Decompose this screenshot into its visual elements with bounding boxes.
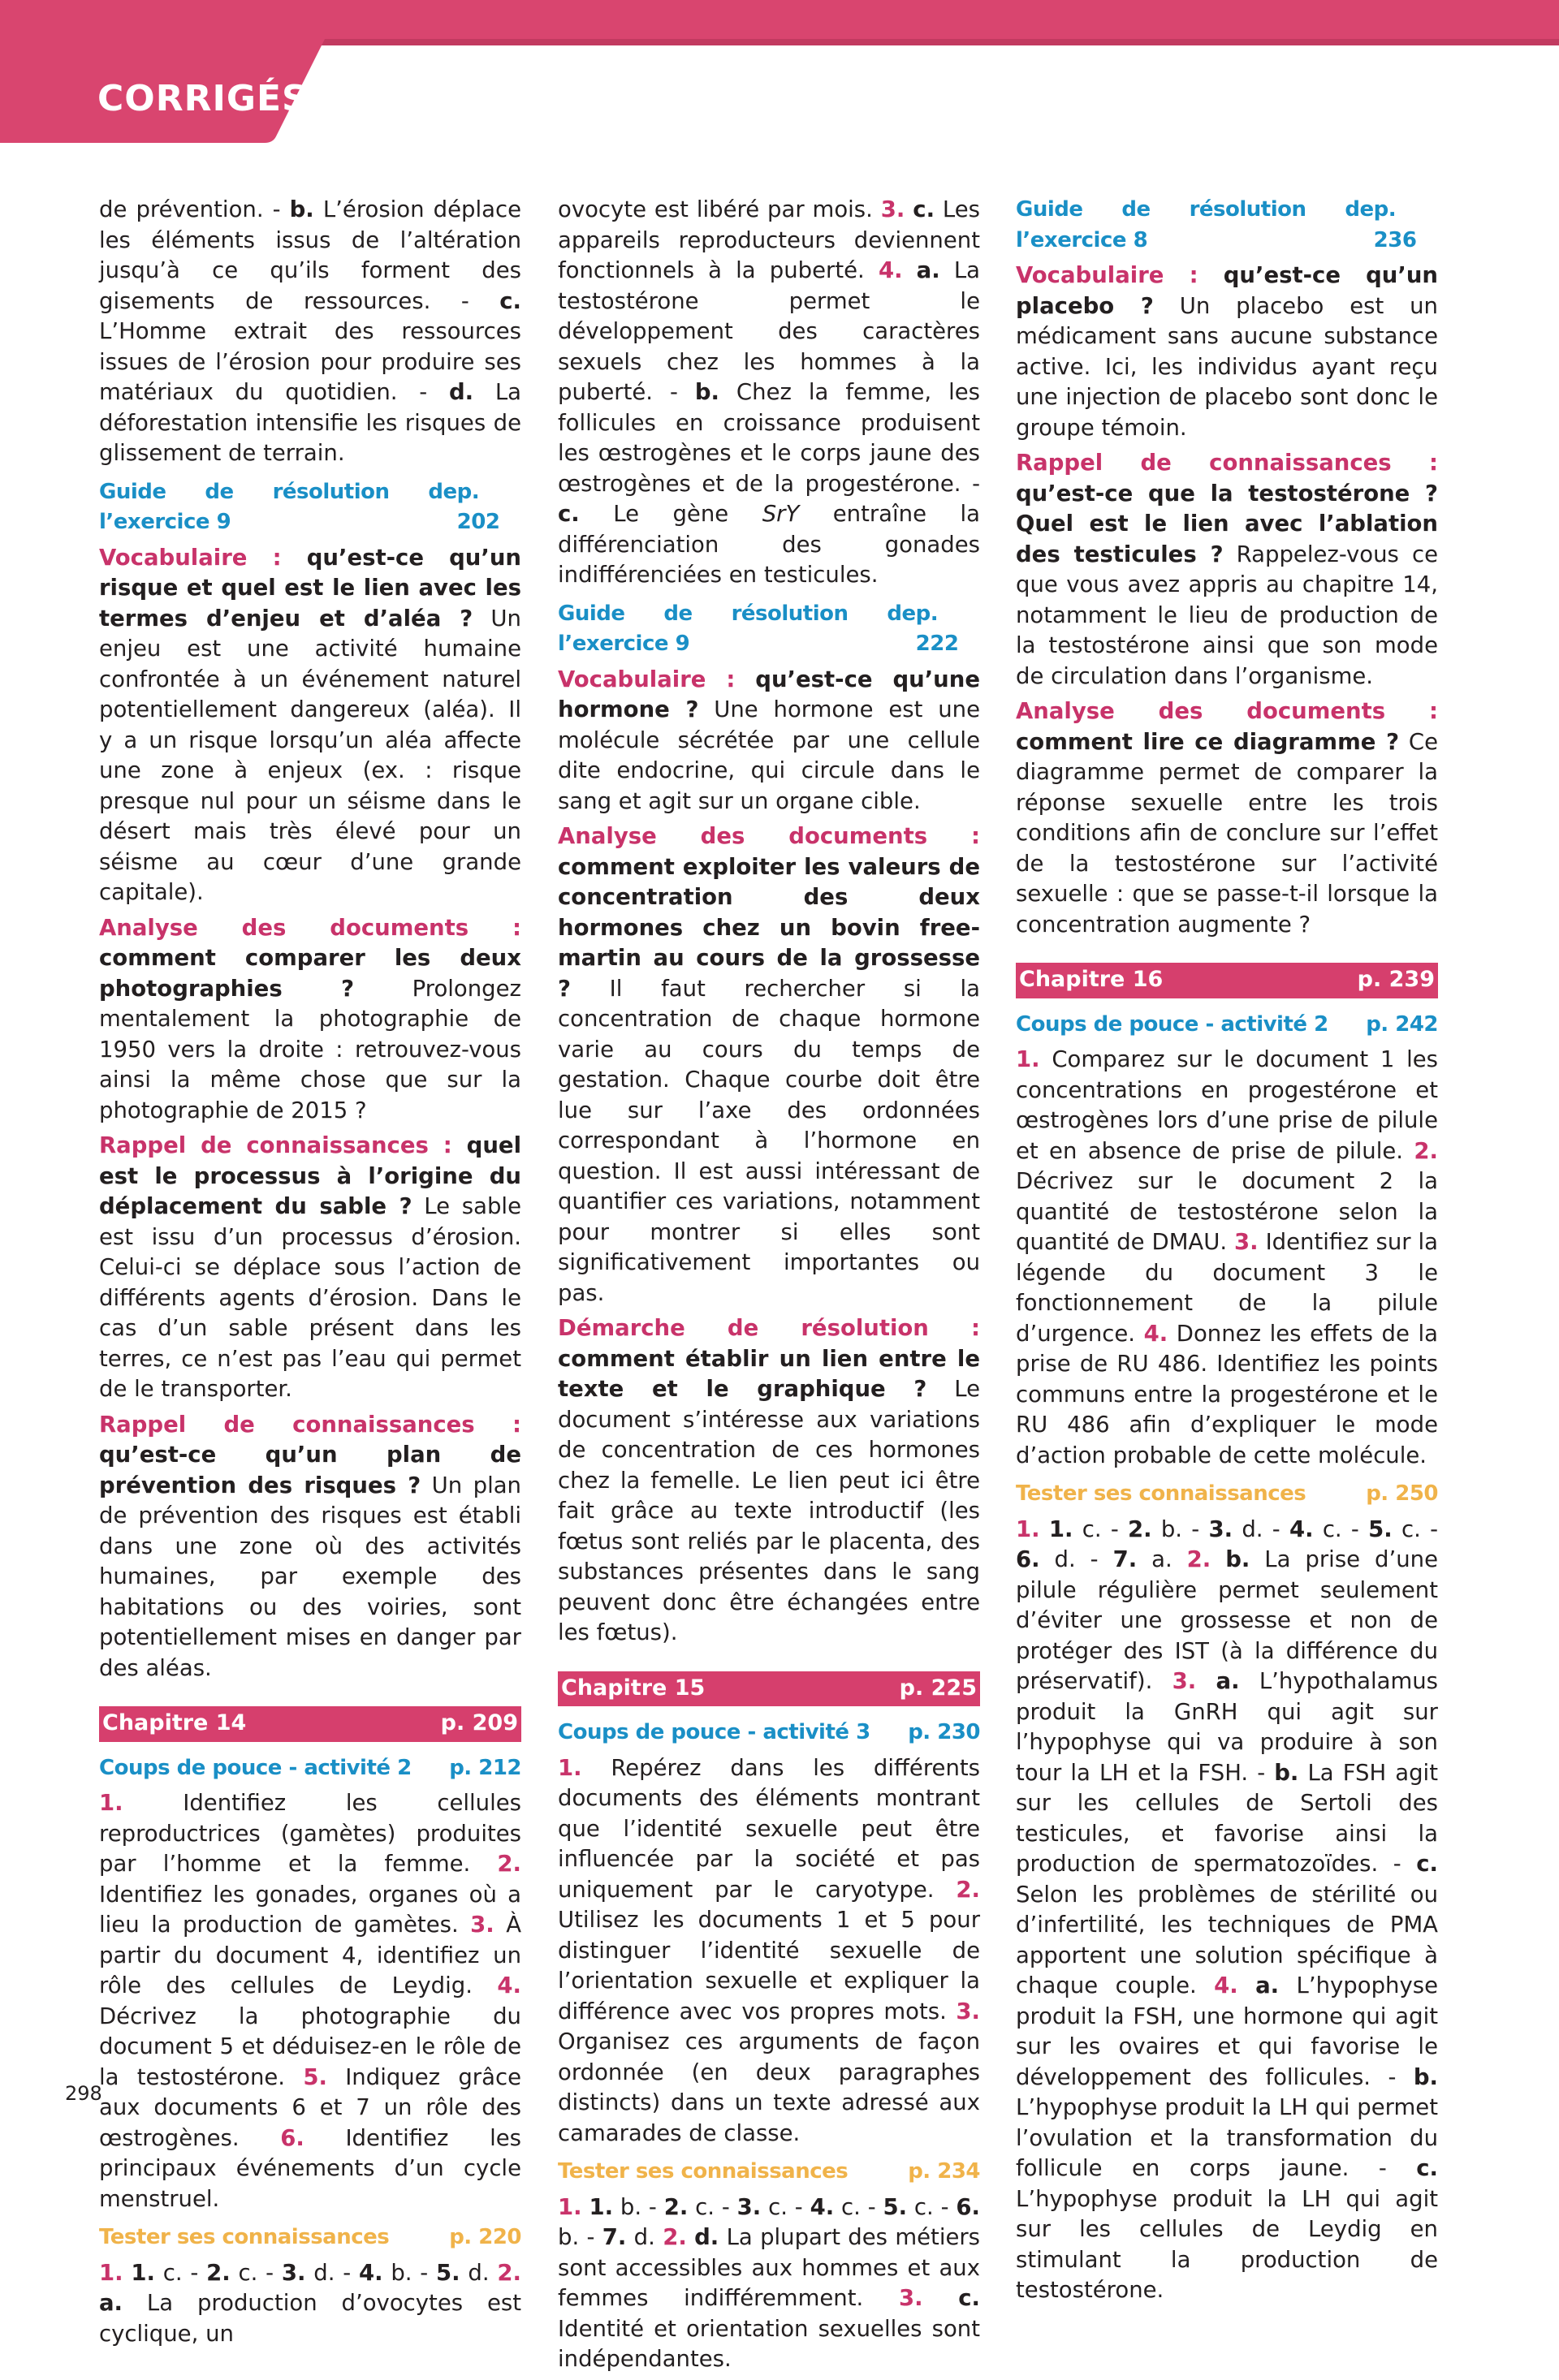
column-2: [558, 195, 980, 2380]
chapter-banner: Chapitre 14 p. 209: [99, 1706, 521, 1742]
page-number: 298: [65, 2082, 102, 2105]
test-heading: Tester ses connaissances p. 234: [558, 2159, 980, 2184]
chapter-banner: Chapitre 15 p. 225: [558, 1671, 980, 1707]
hint-text: 1. Comparez sur le document 1 les concentrations en progestérone et œstrogènes lors d’une prise de pilule et en absence de prise de pilule. 2. Décrivez sur le document 2 la quantité de testostérone selon la quantité de DMAU. 3. Identifiez sur la légende du document 3 le fonctionnement de la pilule d’urgence. 4. Donnez les effets de la prise de RU 486. Identifiez les points communs entre la progestérone et le RU 486 afin d’expliquer le mode d’action probable de cette molécule.: [1016, 1046, 1438, 1468]
vocabulary-block: Vocabulaire : qu’est-ce qu’un placebo ? Un placebo est un médicament sans aucune substance active. Ici, les individus ayant reçu une injection de placebo sont donc le groupe témoin.: [1016, 262, 1438, 441]
vocabulary-block: Vocabulaire : qu’est-ce qu’un risque et quel est le lien avec les termes d’enjeu et d’aléa ? Un enjeu est une activité humaine confrontée à un événement naturel potentiellement dangereux (aléa). Il y a un risque lorsqu’un aléa affecte une zone à enjeux (ex. : risque presque nul pour un séisme dans le désert mais très élevé pour un séisme au cœur d’une grande capitale).: [99, 544, 521, 905]
test-answers: 1. 1. c. - 2. b. - 3. d. - 4. c. - 5. c. - 6. d. - 7. a. 2. b. La prise d’une pilule régulière permet seulement d’éviter une grossesse et non de protéger des IST (à la différence du préservatif). 3. a. L’hypothalamus produit la GnRH qui agit sur l’hypophyse qui va produire à son tour la LH et la FSH. - b. La FSH agit sur les cellules de Sertoli des testicules, et favorise ainsi la production de spermatozoïdes. - c. Selon les problèmes de stérilité ou d’infertilité, les techniques de PMA apportent une solution spécifique à chaque couple. 4. a. L’hypophyse produit la FSH, une hormone qui agit sur les ovaires et qui favorise le développement des follicules. - b. L’hypophyse produit la LH qui permet l’ovulation et la transformation du follicule en corps jaune. - c. L’hypophyse produit la LH qui agit sur les cellules de Leydig en stimulant la production de testostérone.: [1016, 1516, 1439, 2303]
vocabulary-block: Vocabulaire : qu’est-ce qu’une hormone ? Une hormone est une molécule sécrétée par une cellule dite endocrine, qui circule dans le sang et agit sur un organe cible.: [558, 666, 980, 814]
recall-block: Rappel de connaissances : quel est le processus à l’origine du déplacement du sable ? Le sable est issu d’un processus d’érosion. Celui-ci se déplace sous l’action de différents agents d’érosion. Dans le cas d’un sable présent dans les terres, ce n’est pas l’eau qui permet de le transporter.: [99, 1132, 521, 1402]
guide-heading: Guide de résolution de l’exercice 8 p. 236: [1016, 197, 1417, 252]
hint-text: 1. Identifiez les cellules reproductrices (gamètes) produites par l’homme et la femme. 2. Identifiez les gonades, organes où a lieu la production de gamètes. 3. À partir du document 4, identifiez un rôle des cellules de Leydig. 4. Décrivez la photographie du document 5 et déduisez-en le rôle de la testostérone. 5. Indiquez grâce aux documents 6 et 7 un rôle des œstrogènes. 6. Identifiez les principaux événements d’un cycle menstruel.: [99, 1790, 522, 2212]
paragraph: ovocyte est libéré par mois. 3. c. Les appareils reproducteurs deviennent fonctionnels à la puberté. 4. a. La testostérone permet le développement des caractères sexuels chez les hommes à la puberté. - b. Chez la femme, les follicules en croissance produisent les œstrogènes et le corps jaune des œstrogènes et de la progestérone. - c. Le gène SrY entraîne la différenciation des gonades indifférenciées en testicules.: [558, 196, 980, 588]
page-title: CORRIGÉS: [97, 78, 309, 119]
hint-text: 1. Repérez dans les différents documents des éléments montrant que l’identité sexuelle peut être influencée par la société et pas uniquement par le caryotype. 2. Utilisez les documents 1 et 5 pour distinguer l’identité sexuelle de l’orientation sexuelle et expliquer la différence avec vos propres mots. 3. Organisez ces arguments de façon ordonnée (en deux paragraphes distincts) dans un texte adressé aux camarades de classe.: [558, 1754, 980, 2146]
method-block: Démarche de résolution : comment établir un lien entre le texte et le graphique ? Le document s’intéresse aux variations de concentration de ces hormones chez la femelle. Le lien peut ici être fait grâce au texte introductif (les fœtus sont reliés par le placenta, des substances présentes dans le sang peuvent donc être échangées entre les fœtus).: [558, 1315, 980, 1645]
top-band: [0, 0, 1559, 39]
analysis-block: Analyse des documents : comment comparer les deux photographies ? Prolongez mentalement la photographie de 1950 vers la droite : retrouvez-vous ainsi la même chose que sur la photographie de 2015 ?: [99, 914, 521, 1123]
test-answers: 1. 1. c. - 2. c. - 3. d. - 4. b. - 5. d. 2. a. La production d’ovocytes est cyclique, un: [99, 2259, 521, 2347]
recall-block: Rappel de connaissances : qu’est-ce que la testostérone ? Quel est le lien avec l’ablation des testicules ? Rappelez-vous ce que vous avez appris au chapitre 14, notamment le lieu de production de la testostérone ainsi que son mode de circulation dans l’organisme.: [1016, 450, 1438, 689]
hint-heading: Coups de pouce - activité 2 p. 242: [1016, 1011, 1438, 1037]
test-answers: 1. 1. b. - 2. c. - 3. c. - 4. c. - 5. c. - 6. b. - 7. d. 2. d. La plupart des métiers sont accessibles aux hommes et aux femmes indifféremment. 3. c. Identité et orientation sexuelles sont indépendantes.: [558, 2193, 981, 2372]
column-3: [1016, 195, 1438, 2311]
hint-heading: Coups de pouce - activité 2 p. 212: [99, 1755, 521, 1780]
analysis-block: Analyse des documents : comment lire ce diagramme ? Ce diagramme permet de comparer la réponse sexuelle entre les trois conditions afin de conclure sur l’effet de la testostérone sur l’activité sexuelle : que se passe-t-il lorsque la concentration augmente ?: [1016, 698, 1438, 938]
paragraph: de prévention. - b. L’érosion déplace les éléments issus de l’altération jusqu’à ce qu’ils forment des gisements de ressources. - c. L’Homme extrait des ressources issues de l’érosion pour produire ses matériaux du quotidien. - d. La déforestation intensifie les risques de glissement de terrain.: [99, 196, 521, 466]
column-1: [99, 195, 521, 2354]
guide-heading: Guide de résolution de l’exercice 9 p. 202: [99, 479, 500, 534]
test-heading: Tester ses connaissances p. 220: [99, 2225, 521, 2249]
analysis-block: Analyse des documents : comment exploiter les valeurs de concentration des deux hormones chez un bovin free-martin au cours de la grossesse ? Il faut rechercher si la concentration de chaque hormone varie au cours du temps de gestation. Chaque courbe doit être lue sur l’axe des ordonnées correspondant à l’hormone en question. Il est aussi intéressant de quantifier ces variations, notamment pour montrer si elles sont significativement importantes ou pas.: [558, 823, 980, 1306]
recall-block: Rappel de connaissances : qu’est-ce qu’un plan de prévention des risques ? Un plan de prévention des risques est établi dans une zone où des activités humaines, par exemple des habitations ou des voiries, sont potentiellement mises en danger par des aléas.: [99, 1411, 521, 1681]
hint-heading: Coups de pouce - activité 3 p. 230: [558, 1720, 980, 1744]
chapter-banner: Chapitre 16 p. 239: [1016, 963, 1438, 998]
guide-heading: Guide de résolution de l’exercice 9 p. 222: [558, 601, 959, 656]
test-heading: Tester ses connaissances p. 250: [1016, 1481, 1438, 1506]
